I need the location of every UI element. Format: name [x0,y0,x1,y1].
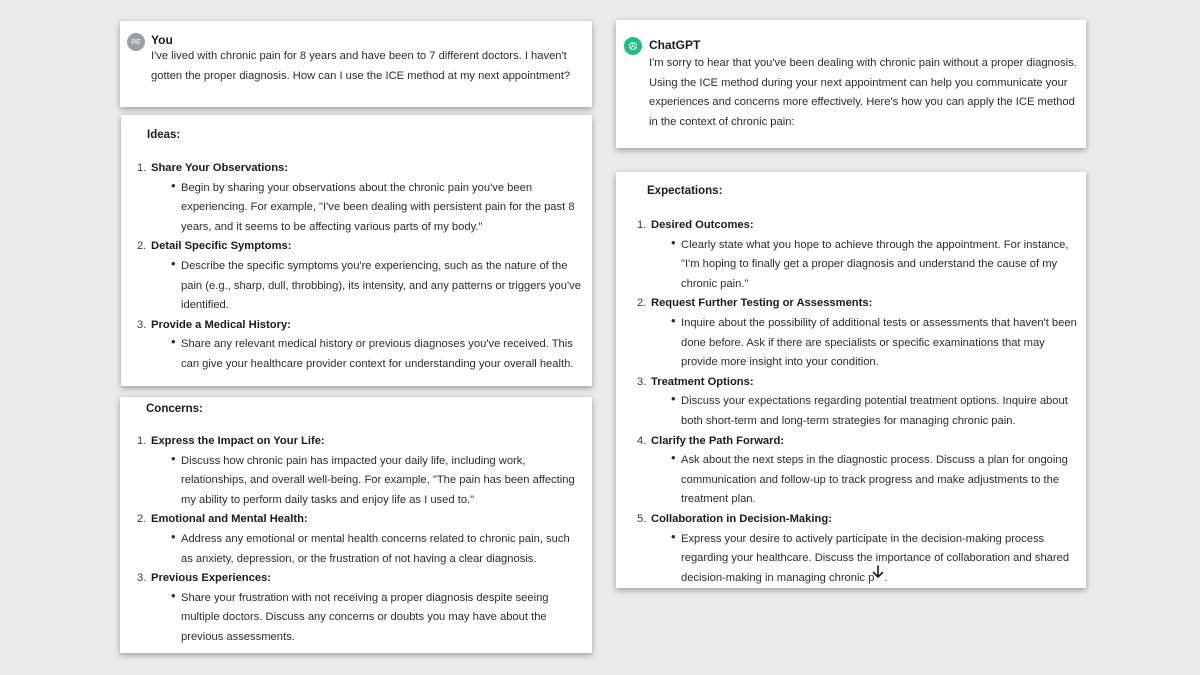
list-number: 1. [137,435,147,447]
bullet-text-tail: . [884,571,888,584]
list-item [637,510,1077,588]
bullet-text: Ask about the next steps in the diagnostic process. Discuss a plan for ongoing communication and follow-up to track progress and make adjustments to the treatment plan. [681,454,1068,506]
bullet-dot: • [671,391,676,407]
list-heading: Emotional and Mental Health: [151,513,308,526]
list-bullet [651,392,1077,431]
list-item [137,432,581,510]
list-bullet [151,530,581,569]
list-item [637,373,1077,432]
list-item [137,510,581,569]
list-heading: Desired Outcomes: [651,219,754,231]
list-heading: Share Your Observations: [151,162,288,174]
list-bullet [651,236,1077,295]
list-item [137,569,581,647]
list-number: 3. [137,318,147,331]
list-heading: Detail Specific Symptoms: [151,240,292,253]
bullet-dot: • [171,177,176,193]
list-number: 3. [637,375,647,388]
list-number: 4. [637,434,647,447]
list-heading: Previous Experiences: [151,572,272,585]
arrow-down-icon[interactable] [874,572,884,584]
bullet-text: Express your desire to actively participate in the decision-making process regarding your healthcare. Discuss the importance of collaboration and shared decision-making in managing chronic p [681,532,1070,584]
list-number: 2. [637,297,647,310]
list-number: 2. [137,240,147,253]
list-item [637,216,1077,294]
list-bullet [651,530,1077,589]
list-heading: Clarify the Path Forward: [651,434,785,447]
bullet-text: Clearly state what you hope to achieve through the appointment. For instance, "I'm hoping to finally get a proper diagnosis and understand the cause of my chronic pain." [681,238,1069,290]
bullet-text: Discuss how chronic pain has impacted your daily life, including work, relationships, and overall well-being. For example, "The pain has been affecting my ability to perform daily tasks and enjoy life as I used to." [181,454,575,506]
bullet-dot: • [671,528,676,544]
list-bullet [151,335,581,374]
list-bullet [151,179,581,238]
list-number: 1. [137,162,147,174]
list-bullet [651,451,1077,510]
list-heading: Collaboration in Decision-Making: [651,512,832,525]
bullet-dot: • [171,587,176,603]
bullet-text: Describe the specific symptoms you're experiencing, such as the nature of the pain (e.g., sharp, dull, throbbing), its intensity, and any patterns or triggers you've identified. [181,259,581,312]
assistant-speaker-label: ChatGPT [649,38,701,52]
list-heading: Express the Impact on Your Life: [151,435,325,447]
list-heading: Treatment Options: [651,375,754,388]
ideas-title: Ideas: [147,129,181,141]
concerns-title: Concerns: [146,403,203,415]
list-item [637,294,1077,372]
bullet-text: Share your frustration with not receiving a proper diagnosis despite seeing multiple doctors. Discuss any concerns or doubts you may have about the previous assessments. [181,591,549,643]
list-heading: Request Further Testing or Assessments: [651,297,873,310]
expectations-card [616,172,1086,588]
expectations-title: Expectations: [647,185,723,197]
list-number: 1. [637,219,647,231]
list-number: 3. [137,572,147,585]
list-bullet [151,589,581,648]
list-number: 5. [637,512,647,525]
ideas-card [121,115,592,386]
list-bullet [151,257,581,316]
list-heading: Provide a Medical History: [151,318,291,331]
bullet-dot: • [171,528,176,544]
list-item [637,432,1077,510]
user-avatar: RE [127,33,145,51]
list-item [137,159,581,237]
list-number: 2. [137,513,147,526]
assistant-message-text: I'm sorry to hear that you've been dealing with chronic pain without a proper diagnosis. Using the ICE method during your next appointment can help you communicate your experiences and concerns more effectively. Here's how you can apply the ICE method in the context of chronic pain: [649,57,1077,128]
bullet-dot: • [671,312,676,328]
user-message-text: I've lived with chronic pain for 8 years and have been to 7 different doctors. I haven't gotten the proper diagnosis. How can I use the ICE method at my next appointment? [151,50,571,82]
bullet-text: Share any relevant medical history or previous diagnoses you've received. This can give your healthcare provider context for understanding your overall health. [181,338,574,370]
concerns-list [137,432,581,648]
bullet-text: Begin by sharing your observations about the chronic pain you've been experiencing. For example, "I've been dealing with persistent pain for the past 8 years, and it seems to be affecting various parts of my body." [181,181,575,233]
concerns-card [120,397,592,653]
bullet-dot: • [671,234,676,250]
chatgpt-logo-icon [624,37,642,55]
bullet-dot: • [171,255,176,271]
assistant-message-card [616,20,1086,148]
bullet-dot: • [171,450,176,466]
bullet-text: Inquire about the possibility of additional tests or assessments that haven't been done before. Ask if there are specialists or specific examinations that may provide more insight into your condition. [681,316,1077,369]
bullet-text: Address any emotional or mental health concerns related to chronic pain, such as anxiety, depression, or the frustration of not having a clear diagnosis. [181,532,570,565]
list-item [137,237,581,315]
list-bullet [651,314,1077,373]
ideas-list [137,159,581,375]
expectations-list [637,216,1077,588]
user-message-card [120,21,592,107]
bullet-dot: • [171,334,176,350]
list-bullet [151,452,581,511]
bullet-dot: • [671,450,676,466]
user-speaker-label: You [151,33,173,47]
bullet-text: Discuss your expectations regarding potential treatment options. Inquire about both short-term and long-term strategies for managing chronic pain. [681,395,1068,427]
list-item [137,316,581,375]
